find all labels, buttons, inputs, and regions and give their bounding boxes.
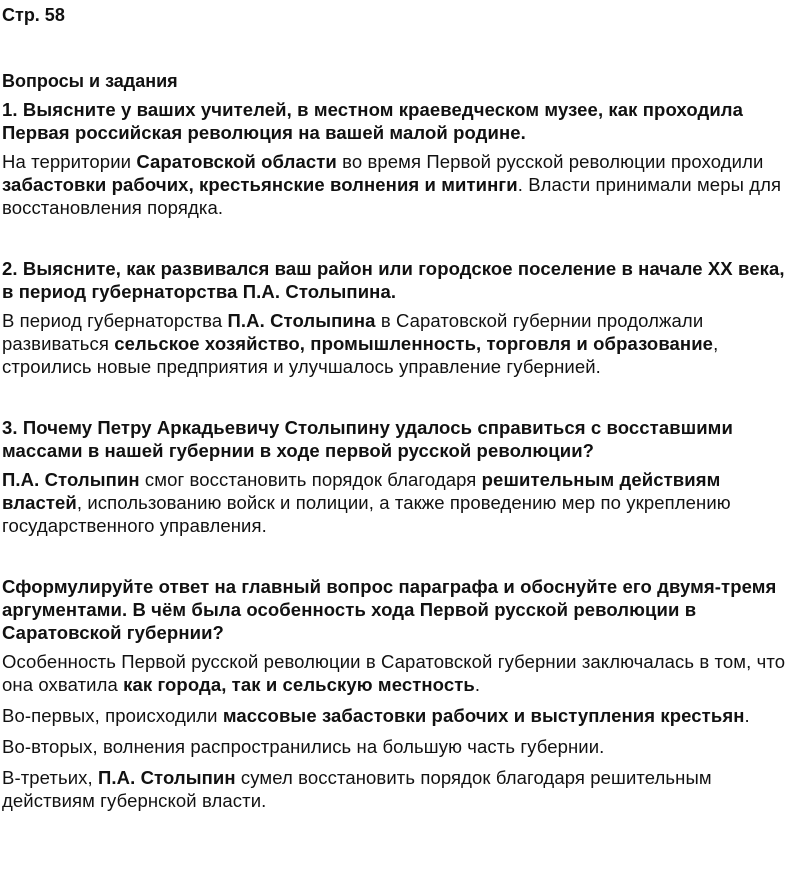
answer-text: , строились новые предприятия и улучшалось управление губернией. [2,333,719,377]
main-answer-paragraph-1 [2,650,800,696]
answer-bold-text: как города, так и сельскую местность [123,674,475,695]
answer-text: В период губернаторства [2,310,228,331]
question-block-3 [2,416,800,537]
question-block-1 [2,98,800,219]
answer-bold-text: решительным действиям властей [2,469,721,513]
main-question-text: Сформулируйте ответ на главный вопрос параграфа и обоснуйте его двумя-тремя аргументами. В чём была особенность хода Первой русской революции в Саратовской губернии? [2,576,777,643]
answer-3-paragraph [2,468,800,537]
answer-text: . [744,705,750,726]
answer-bold-text: Саратовской области [136,151,337,172]
main-answer-paragraph-2 [2,704,800,727]
main-question-block [2,575,800,812]
answer-bold-text: П.А. Столыпин [2,469,140,490]
answer-text: Особенность Первой русской революции в Саратовской губернии заключалась в том, что она охватила [2,651,786,695]
answer-text: , использованию войск и полиции, а также проведению мер по укреплению государственного управления. [2,492,731,536]
question-2-text: 2. Выясните, как развивался ваш район или городское поселение в начале XX века, в период губернаторства П.А. Столыпина. [2,258,785,302]
answer-text: в Саратовской губернии продолжали развиваться [2,310,704,354]
answer-text: В-третьих, [2,767,99,788]
answer-bold-text: сельское хозяйство, промышленность, торговля и образование [114,333,714,354]
main-answer-paragraph-4 [2,766,800,812]
answer-text: во время Первой русской революции проходили [336,151,764,172]
question-3-text: 3. Почему Петру Аркадьевичу Столыпину удалось справиться с восставшими массами в нашей губернии в ходе первой русской революции? [2,417,733,461]
answer-1-paragraph [2,150,800,219]
answer-text: смог восстановить порядок благодаря [139,469,482,490]
answer-text: сумел восстановить порядок благодаря решительным действиям губернской власти. [2,767,712,811]
answer-text: Во-первых, происходили [2,705,223,726]
answer-text: . Власти принимали меры для восстановления порядка. [2,174,782,218]
answer-bold-text: П.А. Столыпина [227,310,376,331]
answer-bold-text: забастовки рабочих, крестьянские волнения и митинги [2,174,518,195]
answer-bold-text: массовые забастовки рабочих и выступления крестьян [222,705,745,726]
answer-2-paragraph [2,309,800,378]
question-1-text: 1. Выясните у ваших учителей, в местном краеведческом музее, как проходила Первая российская революция на вашей малой родине. [2,99,744,143]
answer-text: . [474,674,481,695]
answer-text: Во-вторых, волнения распространились на большую часть губернии. [2,736,605,757]
main-answer-paragraph-3 [2,735,800,758]
answer-text: На территории [2,151,137,172]
answer-bold-text: П.А. Столыпин [98,767,236,788]
page-number: Стр. 58 [2,5,65,25]
question-block-2 [2,257,800,378]
section-title: Вопросы и задания [2,71,178,91]
